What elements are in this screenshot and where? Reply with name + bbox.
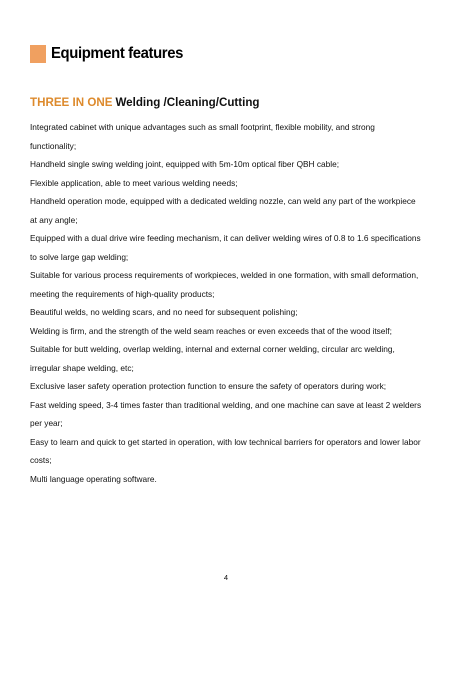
subtitle-accent-label: THREE IN ONE (30, 96, 113, 109)
feature-line: Handheld single swing welding joint, equipped with 5m-10m optical fiber QBH cable; (30, 159, 339, 169)
feature-line: per year; (30, 418, 63, 428)
feature-line: meeting the requirements of high-quality products; (30, 288, 215, 299)
feature-line: Multi language operating software. (30, 473, 157, 484)
section-subtitle (30, 96, 260, 109)
feature-line: Suitable for various process requirements of workpieces, welded in one formation, with small deformation, (30, 270, 419, 280)
feature-line: Beautiful welds, no welding scars, and no need for subsequent polishing; (30, 307, 298, 317)
header-accent-square (30, 45, 46, 63)
page-title: Equipment features (51, 45, 183, 62)
feature-line: Fast welding speed, 3-4 times faster than traditional welding, and one machine can save at least 2 welders (30, 399, 422, 410)
feature-line: Easy to learn and quick to get started in operation, with low technical barriers for operators and lower labor (30, 436, 421, 447)
section-header (30, 44, 189, 64)
feature-line: to solve large gap welding; (30, 251, 129, 262)
feature-line: Suitable for butt welding, overlap welding, internal and external corner welding, circular arc welding, (30, 344, 395, 354)
feature-line: Integrated cabinet with unique advantages such as small footprint, flexible mobility, and strong (30, 122, 375, 132)
feature-line: functionality; (30, 140, 77, 151)
subtitle-text: Welding /Cleaning/Cutting (115, 96, 260, 109)
feature-line: at any angle; (30, 214, 78, 225)
feature-line: irregular shape welding, etc; (30, 362, 134, 373)
feature-line: Exclusive laser safety operation protection function to ensure the safety of operators during work; (30, 381, 387, 391)
feature-line: costs; (30, 455, 52, 465)
feature-line: Flexible application, able to meet various welding needs; (30, 177, 238, 188)
feature-line: Equipped with a dual drive wire feeding mechanism, it can deliver welding wires of 0.8 to 1.6 specifications (30, 233, 421, 243)
feature-line: Welding is firm, and the strength of the weld seam reaches or even exceeds that of the wood itself; (30, 325, 392, 336)
feature-list (30, 118, 442, 488)
feature-line: Handheld operation mode, equipped with a dedicated welding nozzle, can weld any part of the workpiece (30, 196, 416, 206)
page-number: 4 (223, 573, 229, 582)
